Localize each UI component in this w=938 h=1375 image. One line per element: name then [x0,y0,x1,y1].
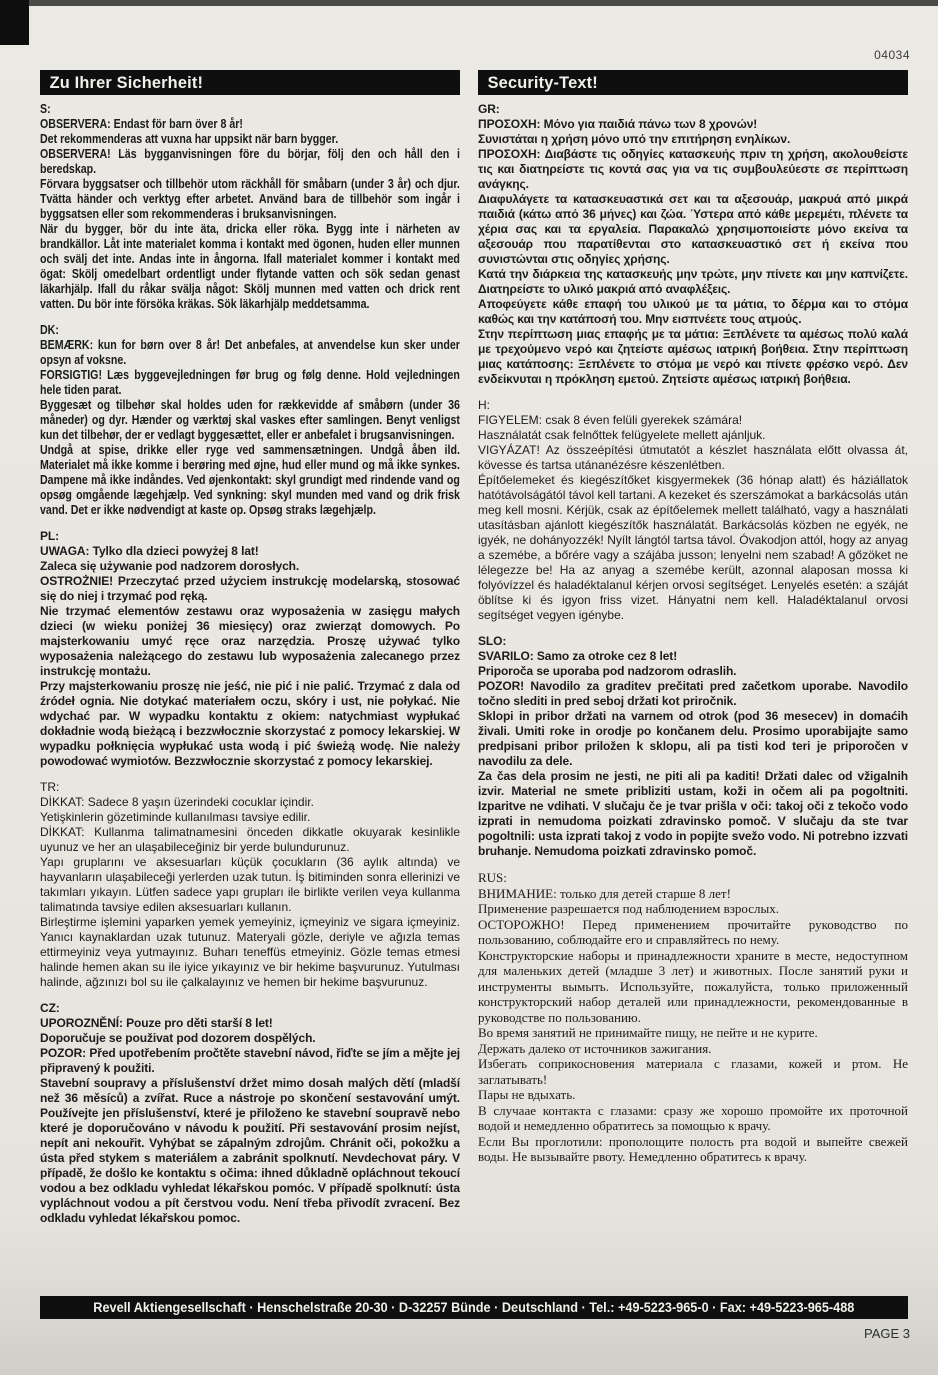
section-paragraph: FORSIGTIG! Læs byggevejledningen før brug og følg denne. Hold vejledningen hele tiden parat. [40,368,460,397]
language-section-tr [40,780,460,990]
section-paragraph: Építőelemeket és kiegészítőket kisgyermekek (36 hónap alatt) és háziállatok hatótávolságától távol kell tartani. A kezeket és szerszámokat a barkácsolás után meg kell mosni. Kérjük, csak az építőelemek mellett található, vagy a használati utasításban ajánlott kiegészítők használatát. Barkácsolás közben ne egyék, ne igyék, ne dohányozzék! Nyílt lángtól tartsa távol. Óvakodjon attól, hogy az anyag a szemébe, a bőrére vagy a szájába jusson; lenyelni nem szabad! A gőzöket ne lélegezze be! Ha az anyag a szemébe került, azonnal alaposan mossa ki folyóvízzel és haladéktalanul kérjen orvosi segítséget. Lenyelés esetén: a száját öblítse ki és igyon friss vizet. Hányatni nem kell. Haladéktalanul orvosi segítséget vegyen igénybe. [478,473,908,622]
section-language-code: DK: [40,323,59,337]
section-paragraph: Во время занятий не принимайте пищу, не пейте и не курите. [478,1025,818,1040]
section-paragraph: Держать далеко от источников зажигания. [478,1040,712,1056]
language-section-pl [40,529,460,769]
section-paragraph: POZOR! Navodilo za graditev prečitati pred začetkom uporabe. Navodilo točno slediti in pred seboj držati kot priročnik. [478,679,908,708]
language-section-gr [478,102,908,387]
section-language-code: S: [40,102,51,116]
section-paragraph: Stavební soupravy a příslušenství držet mimo dosah malých dětí (mladší než 36 měsíců) a zvířat. Ruce a nástroje po skončení sestavování umýt. Používejte jen příslušenství, které je přiloženo ke stavební soupravě nebo které je doporučováno v návodu k použití. Při sestavování prosim nejíst, nepít ani nekouřit. Vyhýbat se zápalným zdrojům. Chránit oči, pokožku a ústa před stykem s materiálem a zabránit spolknutí. Nevdechovat páry. V případě, že došlo ke kontaktu s očima: ihned důkladně opláchnout tekoucí vodou a bez odkladu vyhledat lékařskou pomóc. V případě spolknutí: ústa vypláchnout vodou a pít čerstvou vodu. Není třeba přivodít zvracení. Bez odkladu vyhledat lékařskou pomoc. [40,1076,460,1225]
scan-edge-artifact [0,0,938,6]
header-title-right: Security-Text! [487,73,598,92]
section-paragraph: Στην περίπτωση μιας επαφής με τα μάτια: Ξεπλένετε τα αμέσως πολύ καλά με τρεχούμενο νερό και ζητείστε αμέσως ιατρική βοήθεια. Στην περίπτωση μιας κατάποσης: Ξεπλένετε το στόμα με νερό και πίνετε φρέσκο νερό. Δεν ενδείκνυται η πρόκληση εμετού. Ζητείστε αμέσως ιατρική βοήθεια. [478,327,908,386]
section-paragraph: ВНИМАНИЕ: только для детей старше 8 лет! [478,885,731,901]
section-paragraph: Κατά την διάρκεια της κατασκευής μην τρώτε, μην πίνετε και μην καπνίζετε. Διατηρείστε το υλικό μακριά από αναφλέξεις. [478,267,908,296]
section-paragraph: Doporučuje se použivat pod dozorem dospělých. [40,1031,316,1045]
section-paragraph: Przy majsterkowaniu proszę nie jeść, nie pić i nie palić. Trzymać z dala od źródeł ognia. Nie dotykać materiałem oczu, skóry i ust, nie połykać. Nie wdychać par. W wypadku kontaktu z okiem: natychmiast wypłukać dokładnie wodą bieżącą i bezzwłocznie skorzystać z pomocy lekarskiej. W wypadku połknięcia wypłukać usta wodą i pić świeżą wodę. Nie należy powodować wymiotów. Bezzwłocznie skorzystać z pomocy lekarskiej. [40,679,460,768]
section-paragraph: Yapı gruplarını ve aksesuarları küçük çocukların (36 aylık altında) ve hayvanların ulaşabileceği yerlerden uzak tutun. İş bitiminden sonra ellerinizi ve takımları yıkayın. Lütfen sadece yapı grupları ile birlikte verilen veya kullanma talimatında tavsiye edilen aksesuarları kullanın. [40,855,460,914]
section-language-code: H: [478,398,490,412]
language-section-cz [40,1001,460,1226]
section-paragraph: DİKKAT: Sadece 8 yaşın üzerindeki cocuklar içindir. [40,795,314,809]
section-paragraph: UPOROZNĚNÍ: Pouze pro děti starší 8 let! [40,1016,273,1030]
section-paragraph: Конструкторские наборы и принадлежности храните в месте, недоступном для маленьких детей (младше 3 лет) и животных. После занятий руки и инструменты вымыть. Используйте, пожалуйста, только приложенный конструкторский набор деталей или принадлежности, рекомендованные в руководстве по пользованию. [478,947,908,1025]
section-paragraph: ОСТОРОЖНО! Перед применением прочитайте руководство по пользованию, соблюдайте его и справляйтесь по нему. [478,916,908,947]
page-number: PAGE 3 [863,1326,910,1341]
section-paragraph: Zaleca się używanie pod nadzorem dorosłych. [40,559,300,573]
section-language-code: SLO: [478,634,507,648]
section-paragraph: В случаае контакта с глазами: сразу же хорошо промойте их проточной водой и немедленно обратитесь за помощью к врачу. [478,1102,908,1133]
section-paragraph: VIGYÁZAT! Az összeépítési útmutatót a készlet használata előtt olvassa át, kövesse és tartsa utánanézésre készenlétben. [478,443,908,472]
section-language-code: PL: [40,529,60,543]
section-language-code: GR: [478,102,500,116]
section-paragraph: POZOR: Před upotřebením pročtěte stavební návod, řiďte se jím a mějte jej připravený k použiti. [40,1046,460,1075]
header-bar-english [478,70,908,95]
section-paragraph: Применение разрешается под наблюдением взрослых. [478,901,779,916]
section-paragraph: Byggesæt og tilbehør skal holdes uden for rækkevidde af småbørn (under 36 måneder) og dyr. Hænder og værktøj skal vaskes efter samlingen. Benyt venligst kun det tilbehør, der er vedlagt byggesættet, eller er anbefalet i brugsanvisningen. [40,398,460,442]
header-title-left: Zu Ihrer Sicherheit! [49,73,204,92]
text-column-right [478,102,908,1296]
language-section-dk [40,323,460,518]
section-paragraph: SVARILO: Samo za otroke cez 8 let! [478,649,678,663]
section-paragraph: Det rekommenderas att vuxna har uppsikt när barn bygger. [40,132,339,146]
section-paragraph: Διαφυλάγετε τα κατασκευαστικά σετ και τα αξεσουάρ, μακρυά από μικρά παιδιά (κάτω από 36 μήνες) και ζώα. Ύστερα από κάθε μερεμέτι, πλένετε τα χέρια σας και τα εργαλεία. Παρακαλώ χρησιμοποιείστε μόνο εκείνα τα αξεσουάρ που παρατίθενται στο κατασκευαστικό σετ ή εκείνα που συνιστώνται στις οδηγίες χρήσης. [478,192,908,266]
section-paragraph: Nie trzymać elementów zestawu oraz wyposażenia w zasięgu małych dzieci (w wieku poniżej 36 miesięcy) oraz zwierząt domowych. Po majsterkowaniu umyć ręce oraz narzędzia. Proszę używać tylko wyposażenia należącego do zestawu lub wyposażenia zalecanego przez instrukcję montażu. [40,604,460,678]
text-column-left [40,102,460,1296]
section-paragraph: Undgå at spise, drikke eller ryge ved sammensætningen. Undgå åben ild. Materialet må ikke komme i berøring med øjne, hud eller mund og må ikke synkes. Dampene må ikke indåndes. Ved øjenkontakt: skyl grundigt med rindende vand og opsøg omgående lægehjælp. Ved synkning: skyl munden med vand og drik frisk vand. Det er ikke nødvendigt at kaste op. Opsøg straks lægehjælp. [40,443,460,517]
section-language-code: CZ: [40,1001,60,1015]
section-paragraph: Если Вы проглотили: прополощите полость рта водой и выпейте свежей воды. Не вызывайте рвоту. Немедленно обратитесь к врачу. [478,1133,908,1164]
footer-address-bar [40,1296,908,1319]
section-paragraph: Förvara byggsatser och tillbehör utom räckhåll för småbarn (under 3 år) och djur. Tvätta händer och verktyg efter arbetet. Använd bara de tillbehör som ingår i byggsatsen eller som rekommenderas i bruksanvisningen. [40,177,460,221]
language-section-s [40,102,460,312]
section-paragraph: Birleştirme işlemini yaparken yemek yemeyiniz, içmeyiniz ve sigara içmeyiniz. Yanıcı kaynaklardan uzak tutunuz. Materyali gözle, deriyle ve ağızla temas ettirmeyiniz veya yutmayınız. Buharı teneffüs etmeyiniz. Gözle temas etmesi halinde hemen akan su ile iyice yıkayınız ve bir hekime başvurunuz. Yutulması halinde, ağzınızı bol su ile çalkalayınız ve hemen bir hekime başvurunuz. [40,915,460,989]
manufacturer-address: Revell Aktiengesellschaft · Henschelstraße 20-30 · D-32257 Bünde · Deutschland · Tel.: +49-5223-965-0 · Fax: +49-5223-965-488 [93,1300,855,1315]
section-paragraph: När du bygger, bör du inte äta, dricka eller röka. Bygg inte i närheten av brandkällor. Låt inte materialet komma i kontakt med ögonen, huden eller munnen och svälj det inte. Andas inte in ångorna. Ifall materialet kommer i kontakt med ögat: Skölj omedelbart ordentligt under flytande vatten och sök sedan genast läkarhjälp. Ifall du råkar svälja något: Skölj munnen med vatten och drick rent vatten. Du bör inte försöka kräkas. Sök läkarhjälp meddetsamma. [40,222,460,311]
kit-number: 04034 [874,48,910,62]
section-paragraph: OSTROŻNIE! Przeczytać przed użyciem instrukcję modelarską, stosować się do niej i trzymać pod ręką. [40,574,460,603]
section-paragraph: OBSERVERA: Endast för barn över 8 år! [40,117,243,131]
section-language-code: RUS: [478,870,507,885]
section-paragraph: Αποφεύγετε κάθε επαφή του υλικού με τα μάτια, το δέρμα και το στόμα καθώς και την κατάποσή του. Μην εισπνέετε τους ατμούς. [478,297,908,326]
section-paragraph: FIGYELEM: csak 8 éven felüli gyerekek számára! [478,413,743,427]
section-paragraph: Συνιστάται η χρήση μόνο υπό την επιτήρηση ενηλίκων. [478,132,791,146]
scan-corner-artifact [0,0,29,45]
section-paragraph: Priporoča se uporaba pod nadzorom odraslih. [478,664,737,678]
section-paragraph: Za čas dela prosim ne jesti, ne piti ali pa kaditi! Držati dalec od vžigalnih izvir. Material ne smete pribliziti ustam, koži in očem ali pa pogoltniti. Izparitve ne vdihati. V slučaju če je tvar prišla v oči: takoj oči z tekočo vodo izprati in nemudoma poizkati zdravinsko pomoč. V slučaju da ste tvar pogoltnili: usta izprati takoj z vodo in popijte svežo vodo. Ni potrebno izzvati bruhanje. Nemudoma poizkati zdravinsko pomoč. [478,769,908,858]
section-paragraph: Избегать соприкосновения материала с глазами, кожей и ртом. Не заглатывать! [478,1056,908,1087]
section-paragraph: Yetişkinlerin gözetiminde kullanılması tavsiye edilir. [40,810,311,824]
section-paragraph: DİKKAT: Kullanma talimatnamesini önceden dikkatle okuyarak kesinlikle uyunuz ve her an ulaşabileceğiniz bir yerde bulundurunuz. [40,825,460,854]
header-bar-german [40,70,460,95]
section-paragraph: Sklopi in pribor držati na varnem od otrok (pod 36 mesecev) in domaćih živali. Umiti roke in orodje po končanem delu. Prosimo uporabijajte samo predpisani pribor priložen k sklopu, ali pa tisti kod teri je priporočen v navodilu za dele. [478,709,908,768]
section-paragraph: OBSERVERA! Läs bygganvisningen före du börjar, följ den och håll den i beredskap. [40,147,460,176]
section-paragraph: BEMÆRK: kun for børn over 8 år! Det anbefales, at anvendelse kun sker under opsyn af voksne. [40,338,460,367]
section-paragraph: UWAGA: Tylko dla dzieci powyżej 8 lat! [40,544,259,558]
language-section-slo [478,634,908,859]
section-paragraph: ΠΡΟΣΟΧΗ: Μόνο για παιδιά πάνω των 8 χρονών! [478,117,758,131]
section-paragraph: Пары не вдыхать. [478,1087,576,1102]
section-paragraph: ΠΡΟΣΟΧΗ: Διαβάστε τις οδηγίες κατασκευής πριν τη χρήση, ακολουθείστε τις και διατηρείστε τις κοντά σας για να τις συμβουλεύεστε σε περίπτωση ανάγκης. [478,147,908,191]
language-section-rus [478,870,908,1165]
section-paragraph: Használatát csak felnőttek felügyelete mellett ajánljuk. [478,428,766,442]
section-language-code: TR: [40,780,60,794]
language-section-h [478,398,908,623]
